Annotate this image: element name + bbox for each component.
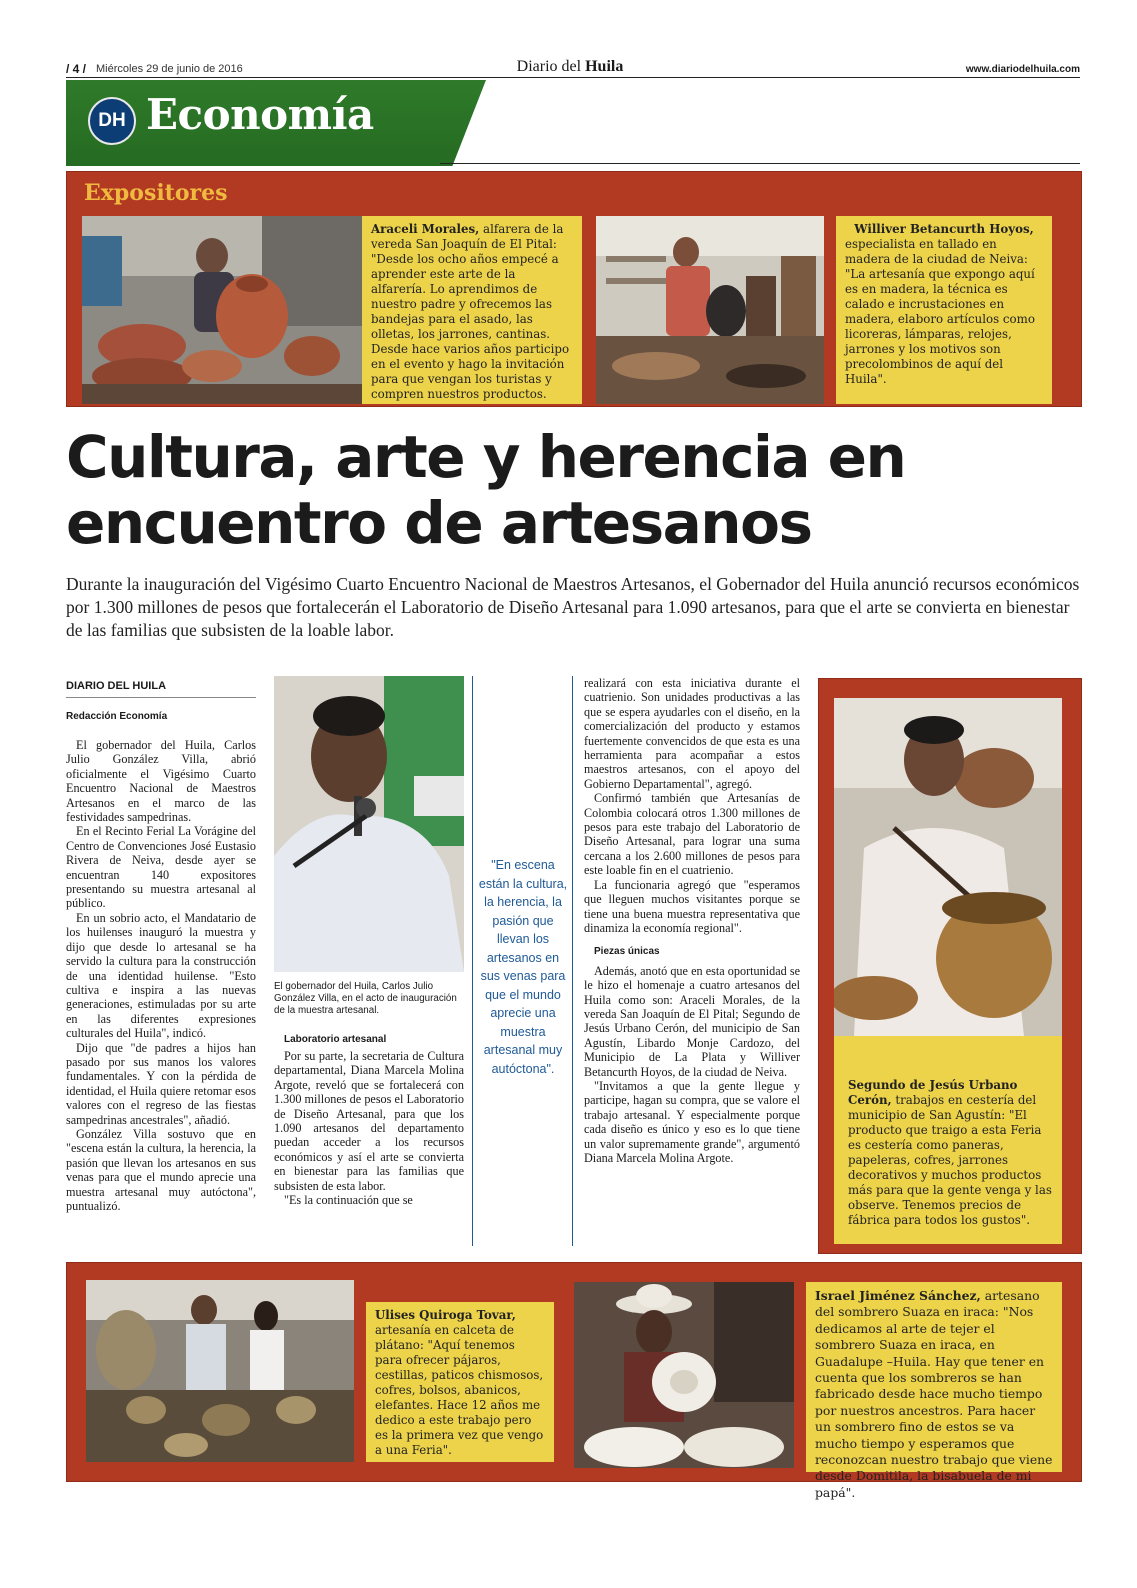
artisan-pottery-photo	[82, 216, 362, 404]
pull-quote: "En escena están la cultura, la herencia, la pasión que llevan los artesanos en sus venas para que el mundo aprecie una muestra artesanal muy autóctona".	[478, 858, 568, 1076]
ulises-quote: artesanía en calceta de plátano: "Aquí tenemos para ofrecer pájaros, cestillas, paticos chismosos, cofres, bolsos, abanicos, elefantes. Hace 12 años me dedico a este trabajo pero es la primera vez que vengo a una Feria".	[375, 1323, 544, 1457]
banana-fiber-crafts-photo	[86, 1280, 354, 1462]
subhead-piezas: Piezas únicas	[594, 946, 660, 958]
page-number: / 4 /	[66, 62, 87, 76]
araceli-name: Araceli Morales,	[371, 222, 480, 236]
paragraph: "Invitamos a que la gente llegue y participe, hagan su compra, que se valore el trabajo artesanal. Y especialmente porque cada diseño es único y eso es lo que tiene un valor supremamente grande", argumentó Diana Marcela Molina Argote.	[584, 1078, 800, 1165]
subhead-laboratorio: Laboratorio artesanal	[284, 1034, 387, 1045]
column-1	[66, 738, 256, 1213]
byline-rule	[66, 697, 256, 698]
israel-name: Israel Jiménez Sánchez,	[815, 1288, 981, 1303]
ulises-caption	[366, 1302, 554, 1462]
williver-caption	[836, 216, 1052, 404]
masthead	[470, 58, 670, 76]
byline: DIARIO DEL HUILA	[66, 680, 167, 692]
paragraph: El gobernador del Huila, Carlos Julio González Villa, abrió oficialmente el Vigésimo Cuarto Encuentro Nacional de Maestros Artesanos en el marco de las festividades sampedrinas.	[66, 738, 256, 825]
governor-photo	[274, 676, 464, 972]
banner-rule	[440, 163, 1080, 164]
suaza-hat-photo	[574, 1282, 794, 1468]
column-3	[584, 676, 800, 1165]
basket-artisan-photo	[834, 698, 1062, 1036]
paragraph: En el Recinto Ferial La Vorágine del Centro de Convenciones José Eustasio Rivera de Neiva, desde ayer se encuentran 140 expositores presentando su muestra artesanal al público.	[66, 824, 256, 911]
williver-name: Williver Betancurth Hoyos,	[854, 222, 1034, 236]
araceli-caption	[362, 216, 582, 404]
paragraph: Por su parte, la secretaria de Cultura departamental, Diana Marcela Molina Argote, reveló que se fortalecerá con 1.300 millones de pesos el Laboratorio de Diseño Artesanal, para que los 1.090 artesanos del departamento puedan acceder a los recursos económicos y así el arte se convierta en bienestar para las familias que subsisten de esta labor.	[274, 1049, 464, 1193]
photo-caption: El gobernador del Huila, Carlos Julio González Villa, en el acto de inauguración de la muestra artesanal.	[274, 981, 457, 1016]
expositores-title: Expositores	[84, 180, 228, 206]
paragraph: Además, anotó que en esta oportunidad se le hizo el homenaje a cuatro artesanos del Huila como son: Araceli Morales, de la vereda San Joaquín de El Pital; Segundo de Jesús Urbano Cerón, del municipio de San Agustín, Libardo Monje Cardozo, del Municipio de La Plata y Williver Betancurth Hoyos, de la ciudad de Neiva.	[584, 963, 800, 1079]
israel-quote: artesano del sombrero Suaza en iraca: "Nos dedicamos al arte de tejer el sombrero Suaza en iraca, en Guadalupe –Huila. Hay que tener en cuenta que los sombreros se han fabricado desde hace mucho tiempo por nuestros ancestros. Para hacer un sombrero fino de estos se va mucho tiempo y esperamos que reconozcan nuestro trabajo que viene desde Domitila, la bisabuela de mi papá".	[815, 1288, 1053, 1500]
paragraph: González Villa sostuvo que en "escena están la cultura, la herencia, la pasión que llevan los artesanos en sus venas para que el mundo aprecie una muestra artesanal muy autóctona", puntualizó.	[66, 1126, 256, 1213]
masthead-bold: Huila	[585, 58, 624, 75]
paragraph: "Es la continuación que se	[284, 1193, 413, 1208]
paragraph: Confirmó también que Artesanías de Colombia colocará otros 1.300 millones de pesos para este trabajo del Laboratorio de Diseño Artesanal, para lograr una suma cercana a los 2.600 millones de pesos para este loable fin en el cuatrienio.	[584, 791, 800, 878]
lede: Durante la inauguración del Vigésimo Cuarto Encuentro Nacional de Maestros Artesanos, el Gobernador del Huila anunció recursos económicos por 1.300 millones de pesos que fortalecerán el Laboratorio de Diseño Artesanal para 1.090 artesanos, para que el arte se convierta en bienestar de las familias que subsisten de la loable labor.	[66, 574, 1080, 640]
dh-logo: DH	[88, 97, 136, 145]
headline	[66, 424, 1106, 556]
paragraph: La funcionaria agregó que "esperamos que lleguen muchos visitantes porque se tiene una buena muestra representativa que dinamiza la economía regional".	[584, 877, 800, 935]
paragraph: Dijo que "de padres a hijos han pasado por sus manos los valores fundamentales. Y con la pérdida de identidad, el Huila quiere retomar esos valores con el regreso de las fiestas sampedrinas ancestrales", añadió.	[66, 1040, 256, 1127]
ulises-name: Ulises Quiroga Tovar,	[375, 1308, 516, 1322]
section-title: Economía	[146, 90, 374, 139]
wood-carving-stand-photo	[596, 216, 824, 404]
pullquote-divider-right	[572, 676, 573, 1246]
paragraph: En un sobrio acto, el Mandatario de los huilenses inauguró la muestra y dijo que desde lo artesanal se ha servido la cultura para la construcción de una identidad huilense. "Esto cultiva e inspira a las nuevas generaciones, estimuladas por su arte en las diferentes expresiones culturales del Huila", indicó.	[66, 910, 256, 1041]
segundo-quote: trabajos en cestería del municipio de San Agustín: "El producto que traigo a esta Feria es cestería como paneras, papeleras, cofres, jarrones decorativos y muchos productos más para que la gente venga y las observe. Tenemos precios de fábrica para todos los gustos".	[848, 1093, 1052, 1227]
araceli-quote: alfarera de la vereda San Joaquín de El Pital: "Desde los ocho años empecé a aprender este arte de la alfarería. Lo aprendimos de nuestro padre y ofrecemos las bandejas para el asado, las olletas, los jarrones, cantinas. Desde hace varios años participo en el evento y hago la invitación para que vengan los turistas y compren nuestros productos.	[371, 222, 570, 401]
paragraph: realizará con esta iniciativa durante el cuatrienio. Son unidades productivas a las que se espera ayudarles con el diseño, en la comercialización del producto y estamos fuertemente convencidos de que esta es una herramienta para acompañar a estos maestros artesanos, con el apoyo del Gobierno Departamental", agregó.	[584, 676, 800, 791]
header-rule	[66, 77, 1080, 78]
israel-caption	[806, 1282, 1062, 1500]
segundo-name: Segundo de Jesús Urbano Cerón,	[848, 1078, 1018, 1107]
headline-line-2: encuentro de artesanos	[66, 489, 812, 557]
headline-line-1: Cultura, arte y herencia en	[66, 423, 906, 491]
masthead-prefix: Diario del	[516, 58, 586, 75]
pullquote-divider-left	[472, 676, 473, 1246]
issue-date: Miércoles 29 de junio de 2016	[96, 63, 243, 75]
williver-quote: especialista en tallado en madera de la ciudad de Neiva: "La artesanía que expongo aquí es en madera, la técnica es calado e incrustaciones en madera, elaboro artículos como licoreras, lámparas, relojes, jarrones y los motivos son precolombinos de aquí del Huila".	[845, 237, 1035, 386]
column-2	[274, 1034, 464, 1207]
segundo-caption	[834, 1036, 1062, 1244]
desk-credit: Redacción Economía	[66, 711, 168, 722]
site-url[interactable]: www.diariodelhuila.com	[965, 64, 1080, 75]
